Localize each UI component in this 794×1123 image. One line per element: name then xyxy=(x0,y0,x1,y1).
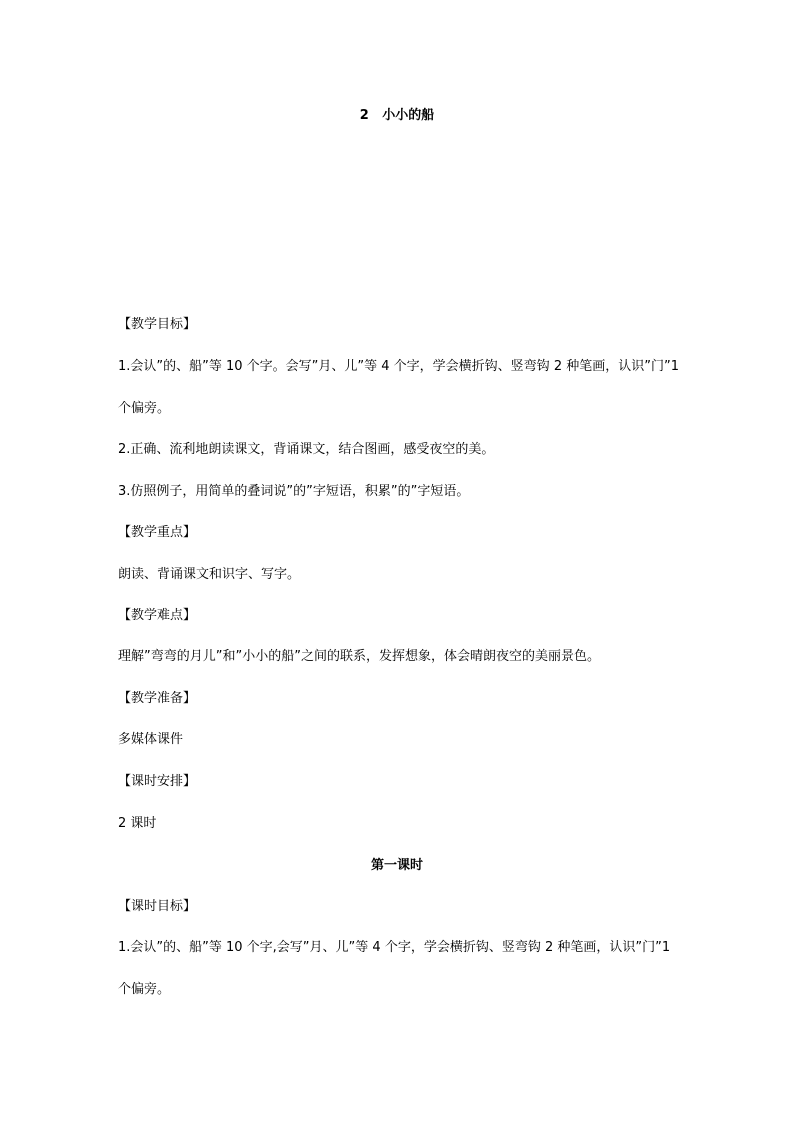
section-heading-lesson-arrangement: 【课时安排】 xyxy=(118,774,197,789)
paragraph-line: 理解”弯弯的月儿”和”小小的船”之间的联系，发挥想象，体会晴朗夜空的美丽景色。 xyxy=(118,649,600,664)
document-title: 2 小小的船 xyxy=(359,108,435,123)
section-heading-teaching-difficulty: 【教学难点】 xyxy=(118,608,197,623)
paragraph-line: 个偏旁。 xyxy=(118,982,171,997)
paragraph-line: 2 课时 xyxy=(118,816,157,831)
section-heading-teaching-focus: 【教学重点】 xyxy=(118,525,197,540)
section-heading-teaching-goals: 【教学目标】 xyxy=(118,317,197,332)
lesson-heading: 第一课时 xyxy=(370,858,423,873)
paragraph-line: 多媒体课件 xyxy=(118,732,184,747)
paragraph-line: 朗读、背诵课文和识字、写字。 xyxy=(118,567,301,582)
section-heading-lesson-goals: 【课时目标】 xyxy=(118,899,197,914)
paragraph-line: 2.正确、流利地朗读课文，背诵课文，结合图画，感受夜空的美。 xyxy=(118,442,495,457)
paragraph-line: 3.仿照例子，用简单的叠词说”的”字短语，积累”的”字短语。 xyxy=(118,484,470,499)
paragraph-line: 1.会认”的、船”等 10 个字,会写”月、儿”等 4 个字，学会横折钩、竖弯钩 2 种笔画，认识”门”1 xyxy=(118,940,671,955)
paragraph-line: 个偏旁。 xyxy=(118,401,171,416)
paragraph-line: 1.会认”的、船”等 10 个字。会写”月、儿”等 4 个字，学会横折钩、竖弯钩 2 种笔画，认识”门”1 xyxy=(118,359,679,374)
section-heading-teaching-preparation: 【教学准备】 xyxy=(118,691,197,706)
